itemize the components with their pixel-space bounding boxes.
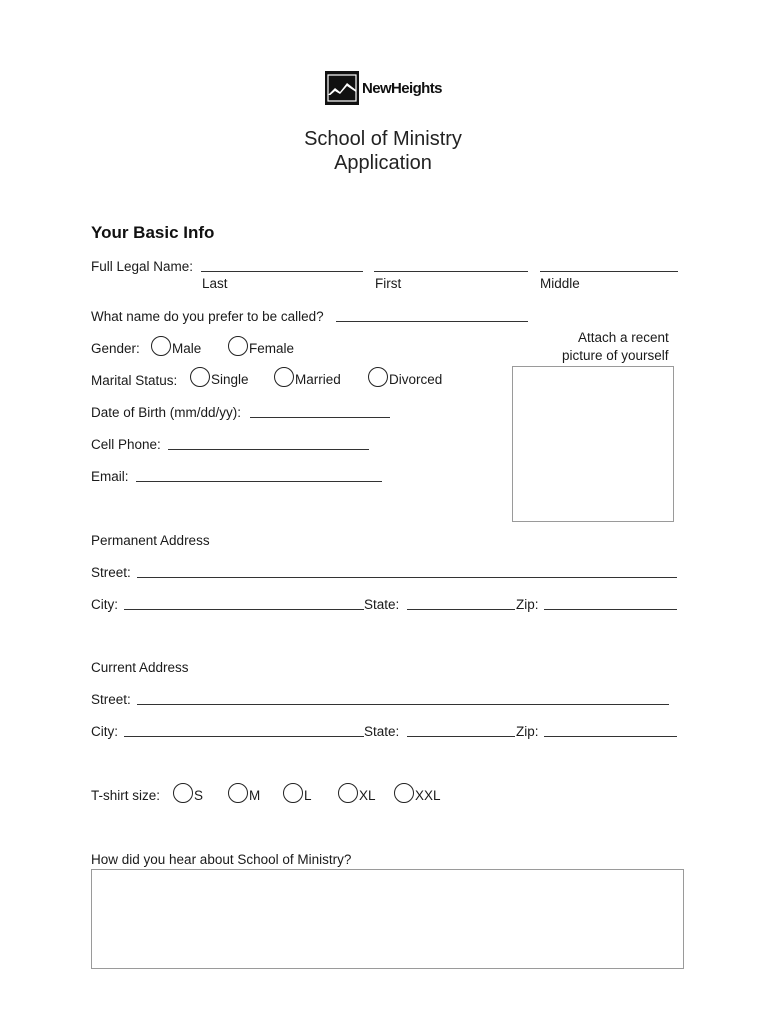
last-name-field[interactable] <box>201 259 363 272</box>
cell-phone-field[interactable] <box>168 437 369 450</box>
tshirt-option-xxl[interactable]: XXL <box>394 785 441 805</box>
current-state-field[interactable] <box>407 724 515 737</box>
tshirt-option-m[interactable]: M <box>228 785 260 805</box>
current-zip-label: Zip: <box>516 724 539 739</box>
preferred-name-label: What name do you prefer to be called? <box>91 309 324 324</box>
full-name-label: Full Legal Name: <box>91 259 194 274</box>
full-name-row <box>91 259 193 274</box>
gender-option-female[interactable]: Female <box>228 338 294 358</box>
permanent-street-label: Street: <box>91 565 131 580</box>
permanent-state-label: State: <box>364 597 400 612</box>
radio-button[interactable] <box>173 783 193 803</box>
tshirt-label: T-shirt size: <box>91 788 161 803</box>
permanent-zip-field[interactable] <box>544 597 677 610</box>
current-city-field[interactable] <box>124 724 364 737</box>
current-street-label: Street: <box>91 692 131 707</box>
logo-wordmark: NewHeights <box>362 79 442 97</box>
radio-button[interactable] <box>338 783 358 803</box>
permanent-city-field[interactable] <box>124 597 364 610</box>
dob-field[interactable] <box>250 405 390 418</box>
radio-button[interactable] <box>394 783 414 803</box>
current-state-label: State: <box>364 724 400 739</box>
preferred-name-field[interactable] <box>336 309 528 322</box>
page-subtitle: Application <box>334 152 432 174</box>
permanent-zip-label: Zip: <box>516 597 539 612</box>
page-title: School of Ministry <box>304 128 462 150</box>
radio-button[interactable] <box>228 336 248 356</box>
radio-button[interactable] <box>283 783 303 803</box>
photo-caption-line2: picture of yourself <box>562 348 669 363</box>
radio-button[interactable] <box>368 367 388 387</box>
referral-question: How did you hear about School of Ministry? <box>91 852 352 867</box>
photo-upload-box[interactable] <box>512 366 674 522</box>
current-street-field[interactable] <box>137 692 669 705</box>
tshirt-option-l[interactable]: L <box>283 785 312 805</box>
middle-name-caption: Middle <box>540 276 580 291</box>
radio-button[interactable] <box>190 367 210 387</box>
email-label: Email: <box>91 469 129 484</box>
current-address-heading: Current Address <box>91 660 189 675</box>
radio-button[interactable] <box>228 783 248 803</box>
gender-label: Gender: <box>91 341 140 356</box>
tshirt-option-s[interactable]: S <box>173 785 203 805</box>
permanent-address-heading: Permanent Address <box>91 533 210 548</box>
permanent-state-field[interactable] <box>407 597 515 610</box>
marital-option-divorced[interactable]: Divorced <box>368 369 442 389</box>
gender-option-male[interactable]: Male <box>151 338 201 358</box>
tshirt-option-xl[interactable]: XL <box>338 785 376 805</box>
dob-label: Date of Birth (mm/dd/yy): <box>91 405 242 420</box>
referral-answer-box[interactable] <box>91 869 684 969</box>
permanent-city-label: City: <box>91 597 118 612</box>
email-field[interactable] <box>136 469 382 482</box>
radio-button[interactable] <box>274 367 294 387</box>
last-name-caption: Last <box>202 276 228 291</box>
marital-option-single[interactable]: Single <box>190 369 249 389</box>
marital-option-married[interactable]: Married <box>274 369 341 389</box>
mountain-logo-icon <box>325 71 359 105</box>
permanent-street-field[interactable] <box>137 565 677 578</box>
current-zip-field[interactable] <box>544 724 677 737</box>
current-city-label: City: <box>91 724 118 739</box>
photo-caption-line1: Attach a recent <box>578 330 669 345</box>
first-name-caption: First <box>375 276 402 291</box>
cell-phone-label: Cell Phone: <box>91 437 161 452</box>
middle-name-field[interactable] <box>540 259 678 272</box>
radio-button[interactable] <box>151 336 171 356</box>
basic-info-heading: Your Basic Info <box>91 223 215 242</box>
newheights-logo <box>325 70 442 106</box>
first-name-field[interactable] <box>374 259 528 272</box>
marital-status-label: Marital Status: <box>91 373 178 388</box>
